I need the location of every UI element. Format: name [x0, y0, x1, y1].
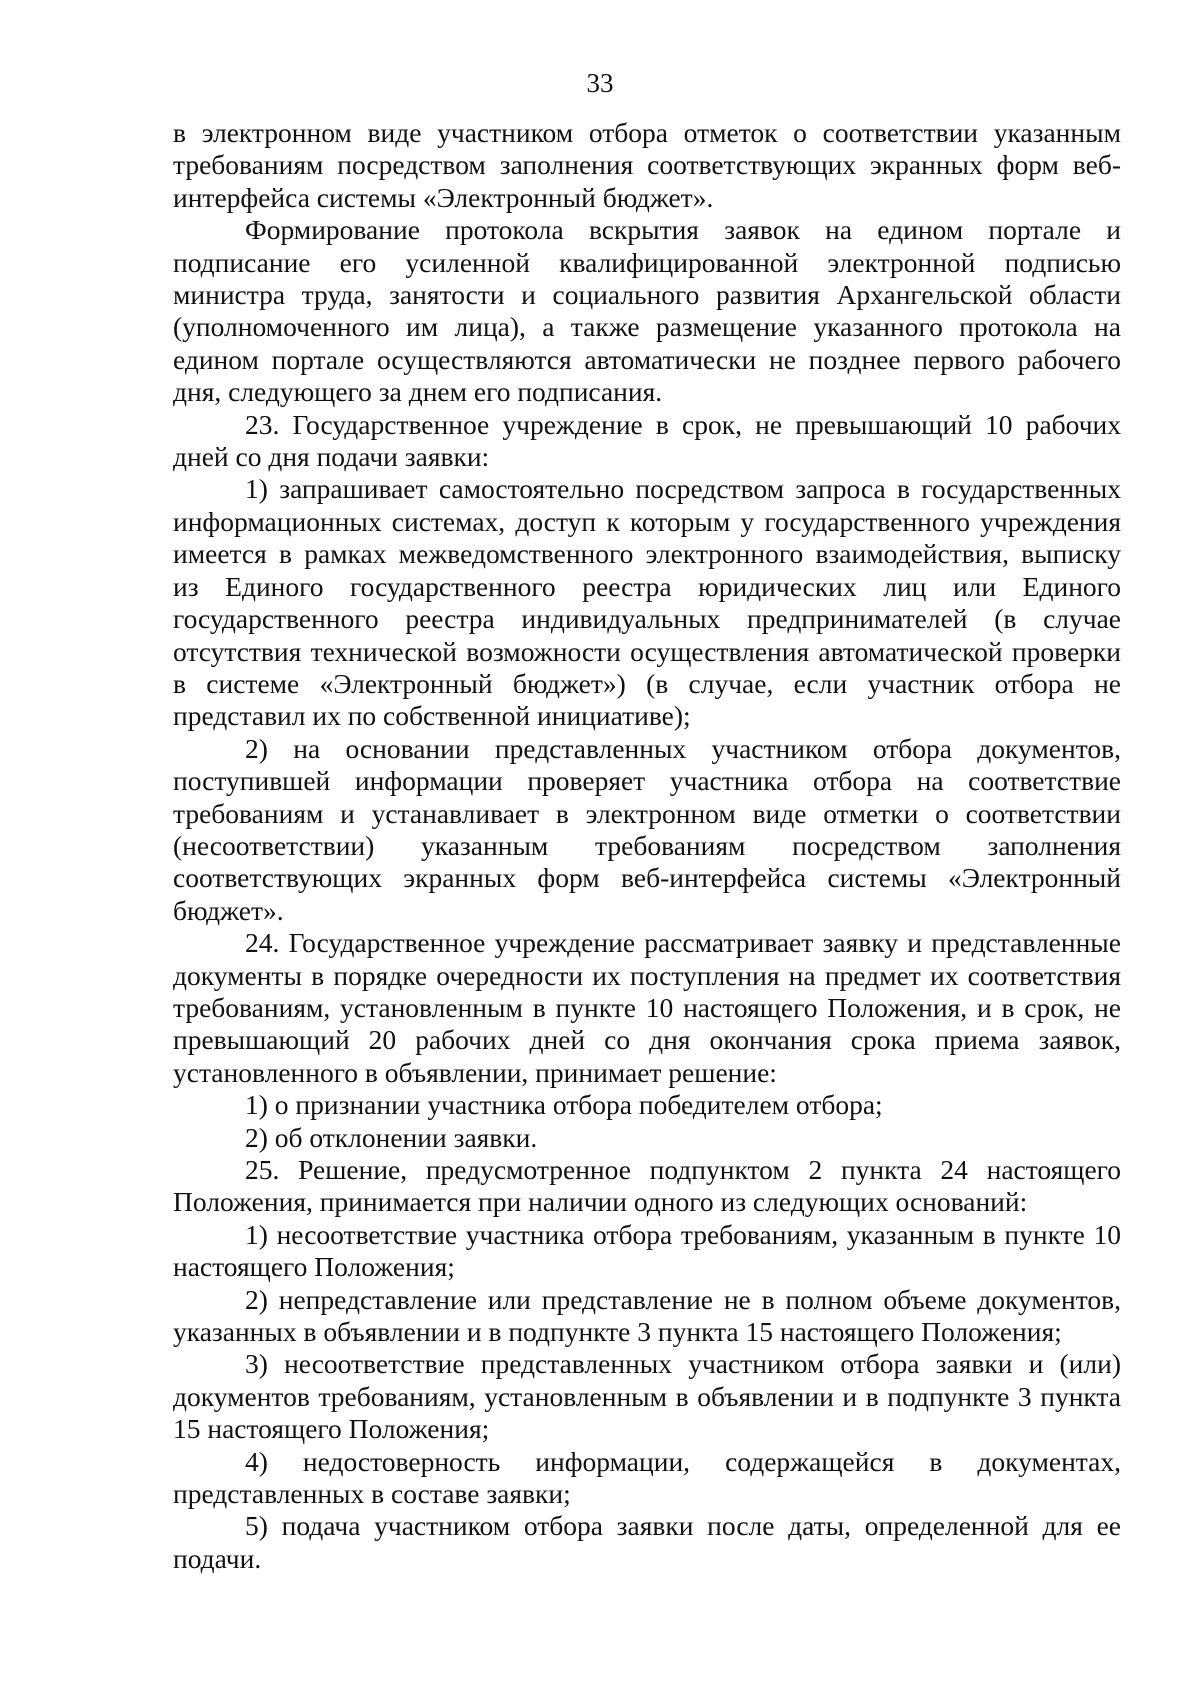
paragraph-item-25-3: 3) несоответствие представленных участником отбора заявки и (или) документов требованиям, установленным в объявлении и в подпункте 3 пункта 15 настоящего Положения; — [173, 1348, 1121, 1445]
paragraph-continuation: в электронном виде участником отбора отметок о соответствии указанным требованиям посредством заполнения соответствующих экранных форм веб-интерфейса системы «Электронный бюджет». — [173, 117, 1121, 213]
paragraph-protocol: Формирование протокола вскрытия заявок на едином портале и подписание его усиленной квалифицированной электронной подписью министра труда, занятости и социального развития Архангельской области (уполномоченного им лица), а также размещение указанного протокола на едином портале осуществляются автоматически не позднее первого рабочего дня, следующего за днем его подписания. — [173, 214, 1121, 408]
paragraph-item-24: 24. Государственное учреждение рассматривает заявку и представленные документы в порядке очередности их поступления на предмет их соответствия требованиям, установленным в пункте 10 настоящего Положения, и в срок, не превышающий 20 рабочих дней со дня окончания срока приема заявок, установленного в объявлении, принимает решение: — [173, 927, 1121, 1088]
paragraph-item-25: 25. Решение, предусмотренное подпунктом 2 пункта 24 настоящего Положения, принимается при наличии одного из следующих оснований: — [173, 1154, 1121, 1218]
paragraph-item-23: 23. Государственное учреждение в срок, не превышающий 10 рабочих дней со дня подачи заявки: — [173, 408, 1121, 473]
paragraph-item-24-1: 1) о признании участника отбора победителем отбора; — [245, 1089, 883, 1121]
paragraph-item-24-2: 2) об отклонении заявки. — [245, 1121, 538, 1153]
paragraph-item-25-2: 2) непредставление или представление не в полном объеме документов, указанных в объявлении и в подпункте 3 пункта 15 настоящего Положения; — [173, 1283, 1121, 1348]
page-number: 33 — [586, 68, 614, 98]
paragraph-item-23-1: 1) запрашивает самостоятельно посредством запроса в государственных информационных системах, доступ к которым у государственного учреждения имеется в рамках межведомственного электронного взаимодействия, выписку из Единого государственного реестра юридических лиц или Единого государственного реестра индивидуальных предпринимателей (в случае отсутствия технической возможности осуществления автоматической проверки в системе «Электронный бюджет») (в случае, если участник отбора не представил их по собственной инициативе); — [173, 473, 1121, 732]
document-body — [173, 117, 1121, 1575]
paragraph-item-25-1: 1) несоответствие участника отбора требованиям, указанным в пункте 10 настоящего Положения; — [173, 1218, 1121, 1283]
paragraph-item-25-5: 5) подача участником отбора заявки после даты, определенной для ее подачи. — [173, 1510, 1121, 1574]
paragraph-item-25-4: 4) недостоверность информации, содержащейся в документах, представленных в составе заявки; — [173, 1445, 1121, 1510]
paragraph-item-23-2: 2) на основании представленных участником отбора документов, поступившей информации проверяет участника отбора на соответствие требованиям и устанавливает в электронном виде отметки о соответствии (несоответствии) указанным требованиям посредством заполнения соответствующих экранных форм веб-интерфейса системы «Электронный бюджет». — [173, 732, 1121, 926]
